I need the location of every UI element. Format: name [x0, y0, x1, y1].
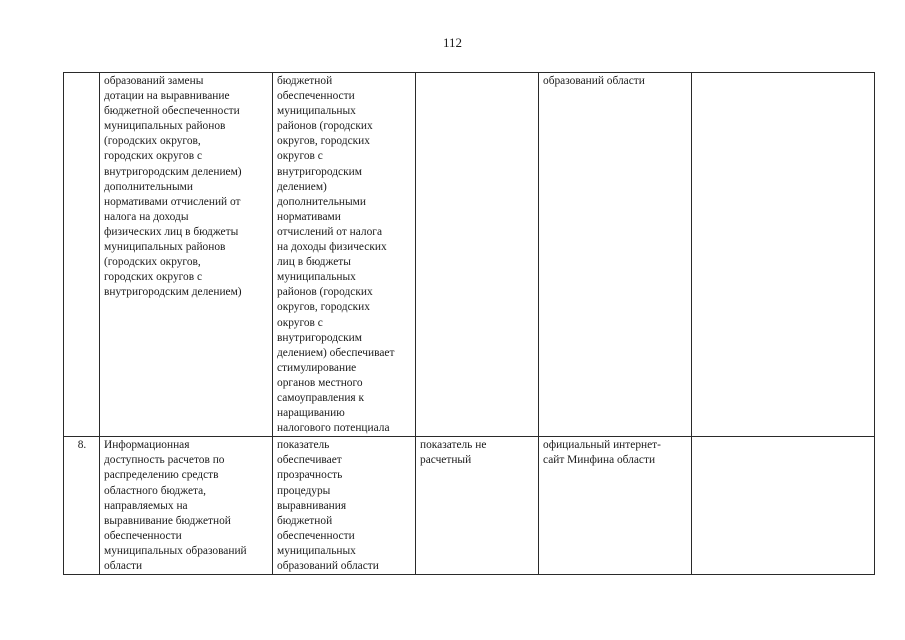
- row-number-cell: [64, 73, 100, 437]
- page-number: 112: [442, 35, 463, 50]
- indicator-note-cell: [692, 437, 875, 575]
- indicator-source-cell: официальный интернет- сайт Минфина области: [539, 437, 692, 575]
- indicator-name-cell: образований замены дотации на выравнивание бюджетной обеспеченности муниципальных районов (городских округов, городских округов с внутригородским делением) дополнительными нормативами отчислений от налога на доходы физических лиц в бюджеты муниципальных районов (городских округов, городских округов с внутригородским делением): [100, 73, 273, 437]
- indicator-source-cell: образований области: [539, 73, 692, 437]
- indicator-unit-cell: [416, 73, 539, 437]
- indicator-note-cell: [692, 73, 875, 437]
- table-row: [64, 73, 875, 437]
- row-number-cell: 8.: [64, 437, 100, 575]
- indicator-name-cell: Информационная доступность расчетов по распределению средств областного бюджета, направляемых на выравнивание бюджетной обеспеченности муниципальных образований области: [100, 437, 273, 575]
- indicator-table: [63, 72, 875, 575]
- table-row: [64, 437, 875, 575]
- indicator-description-cell: бюджетной обеспеченности муниципальных районов (городских округов, городских округов с внутригородским делением) дополнительными нормативами отчислений от налога на доходы физических лиц в бюджеты муниципальных районов (городских округов, городских округов с внутригородским делением) обеспечивает стимулирование органов местного самоуправления к наращиванию налогового потенциала: [273, 73, 416, 437]
- indicator-description-cell: показатель обеспечивает прозрачность процедуры выравнивания бюджетной обеспеченности муниципальных образований области: [273, 437, 416, 575]
- indicator-unit-cell: показатель не расчетный: [416, 437, 539, 575]
